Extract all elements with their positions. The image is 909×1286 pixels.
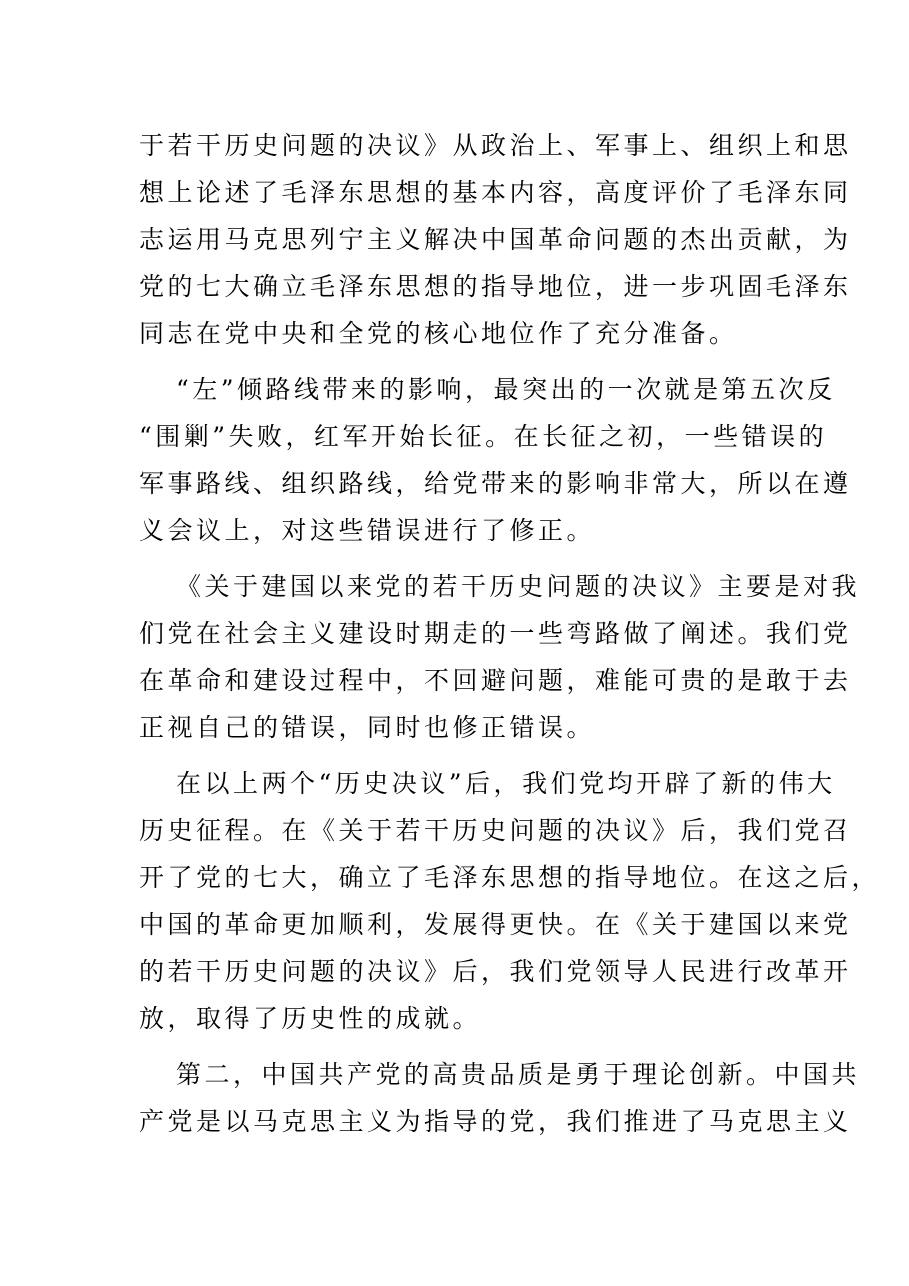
- text-line: 在革命和建设过程中，不回避问题，难能可贵的是敢于去: [139, 666, 852, 695]
- text-line: 《关于建国以来党的若干历史问题的决议》主要是对我: [176, 572, 861, 601]
- text-line: 正视自己的错误，同时也修正错误。: [139, 713, 596, 742]
- text-line: 的若干历史问题的决议》后，我们党领导人民进行改革开: [139, 957, 852, 986]
- text-line: 于若干历史问题的决议》从政治上、军事上、组织上和思: [139, 131, 852, 160]
- text-line: 义会议上，对这些错误进行了修正。: [139, 516, 596, 545]
- document-body: [139, 122, 881, 1154]
- paragraph-1: [139, 122, 852, 357]
- text-line: “围剿”失败，红军开始长征。在长征之初，一些错误的: [139, 422, 828, 451]
- text-line: “左”倾路线带来的影响，最突出的一次就是第五次反: [176, 375, 836, 404]
- text-line: 想上论述了毛泽东思想的基本内容，高度评价了毛泽东同: [139, 178, 852, 207]
- text-line: 军事路线、组织路线，给党带来的影响非常大，所以在遵: [139, 469, 852, 498]
- text-line: 放，取得了历史性的成就。: [139, 1004, 482, 1033]
- paragraph-2: [139, 366, 852, 554]
- text-line: 党的七大确立毛泽东思想的指导地位，进一步巩固毛泽东: [139, 272, 852, 301]
- text-line: 在以上两个“历史决议”后，我们党均开辟了新的伟大: [176, 769, 836, 798]
- text-line: 中国的革命更加顺利，发展得更快。在《关于建国以来党: [139, 910, 852, 939]
- text-line: 志运用马克思列宁主义解决中国革命问题的杰出贡献，为: [139, 225, 852, 254]
- text-line: 们党在社会主义建设时期走的一些弯路做了阐述。我们党: [139, 619, 852, 648]
- text-line: 开了党的七大，确立了毛泽东思想的指导地位。在这之后，: [139, 863, 881, 892]
- text-line: 产党是以马克思主义为指导的党，我们推进了马克思主义: [139, 1107, 852, 1136]
- text-line: 第二，中国共产党的高贵品质是勇于理论创新。中国共: [176, 1060, 861, 1089]
- text-line: 历史征程。在《关于若干历史问题的决议》后，我们党召: [139, 816, 852, 845]
- paragraph-5: [139, 1051, 861, 1145]
- paragraph-4: [139, 760, 881, 1042]
- text-line: 同志在党中央和全党的核心地位作了充分准备。: [139, 319, 738, 348]
- paragraph-3: [139, 563, 861, 751]
